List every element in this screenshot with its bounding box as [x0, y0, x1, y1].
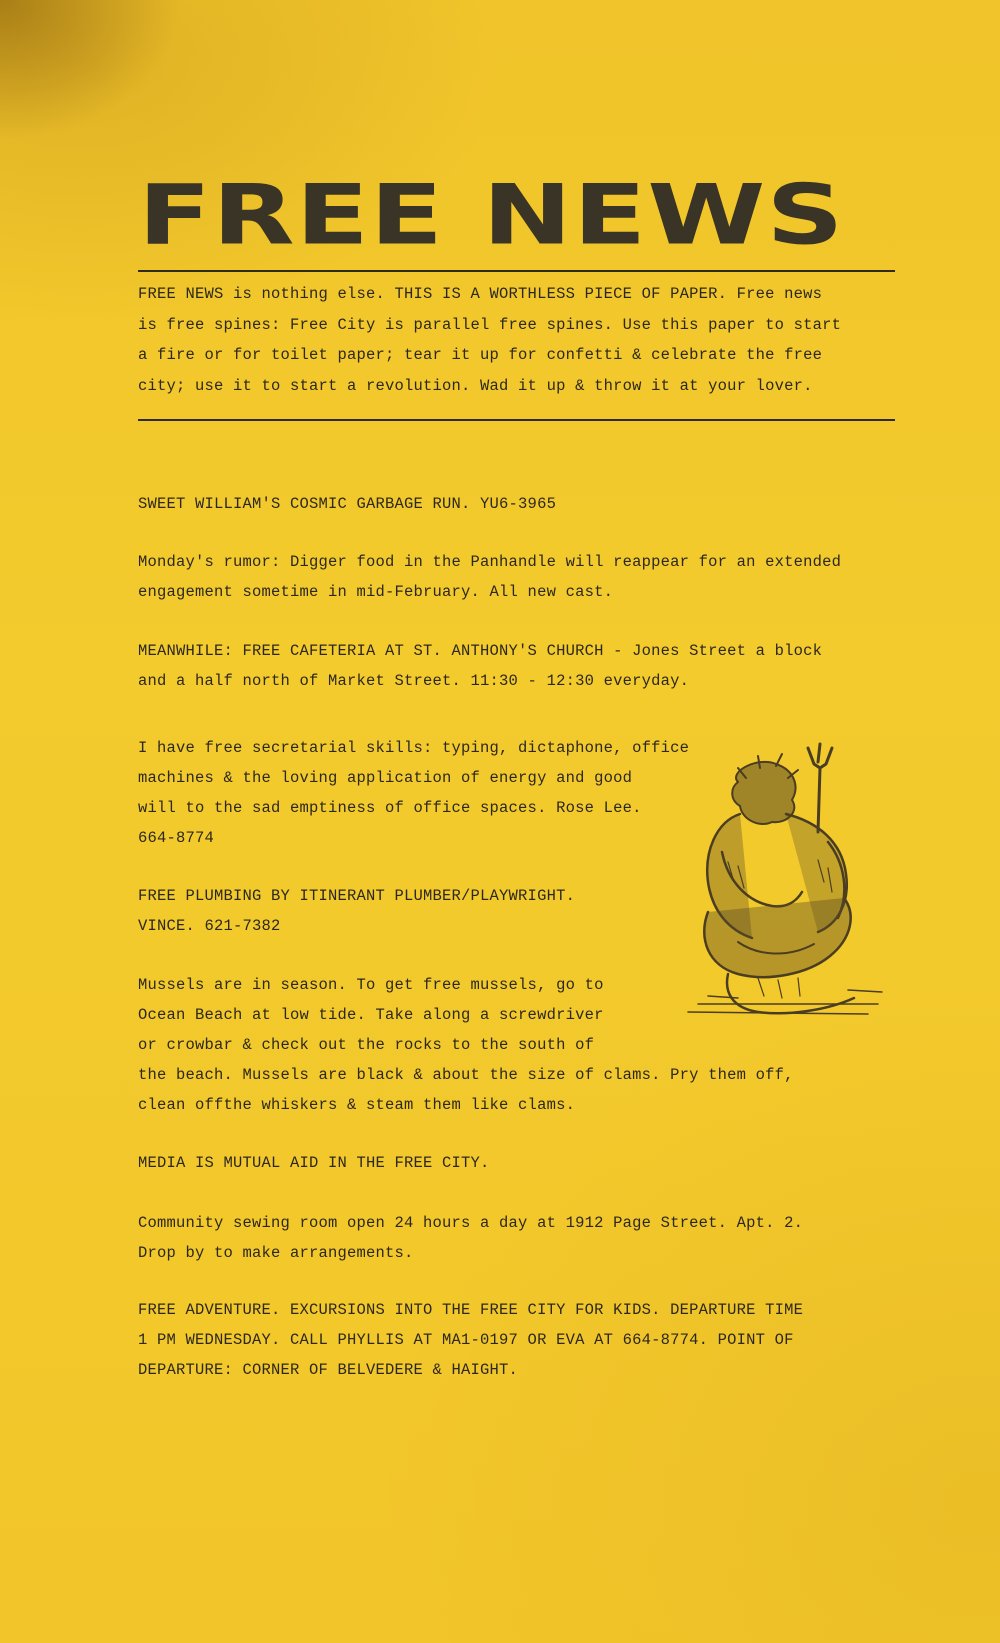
item-free-cafeteria	[138, 636, 822, 696]
item-line: the beach. Mussels are black & about the size of clams. Pry them off,	[138, 1066, 794, 1084]
intro-paragraph	[138, 279, 841, 401]
item-line: Mussels are in season. To get free mussels, go to	[138, 976, 604, 994]
item-mondays-rumor	[138, 547, 841, 607]
item-line: 1 PM WEDNESDAY. CALL PHYLLIS AT MA1-0197 OR EVA AT 664-8774. POINT OF	[138, 1331, 794, 1349]
item-line: Ocean Beach at low tide. Take along a screwdriver	[138, 1006, 604, 1024]
item-secretarial-skills	[138, 733, 689, 853]
item-line: FREE PLUMBING BY ITINERANT PLUMBER/PLAYWRIGHT.	[138, 887, 576, 905]
item-line: 664-8774	[138, 829, 215, 847]
item-line: MEANWHILE: FREE CAFETERIA AT ST. ANTHONY'S CHURCH - Jones Street a block	[138, 642, 823, 660]
item-line: machines & the loving application of energy and good	[138, 769, 633, 787]
item-line: FREE ADVENTURE. EXCURSIONS INTO THE FREE CITY FOR KIDS. DEPARTURE TIME	[138, 1301, 804, 1319]
item-line: will to the sad emptiness of office spaces. Rose Lee.	[138, 799, 642, 817]
item-line: engagement sometime in mid-February. All new cast.	[138, 583, 614, 601]
item-line: MEDIA IS MUTUAL AID IN THE FREE CITY.	[138, 1154, 490, 1172]
intro-line: is free spines: Free City is parallel free spines. Use this paper to start	[138, 315, 842, 334]
item-media-mutual-aid	[138, 1148, 490, 1178]
masthead-title: FREE NEWS	[138, 166, 845, 264]
item-line: VINCE. 621-7382	[138, 917, 281, 935]
item-sewing-room	[138, 1208, 803, 1268]
item-free-adventure	[138, 1295, 803, 1385]
intro-line: FREE NEWS is nothing else. THIS IS A WORTHLESS PIECE OF PAPER. Free news	[138, 285, 823, 303]
item-line: Drop by to make arrangements.	[138, 1244, 414, 1262]
intro-line: a fire or for toilet paper; tear it up for confetti & celebrate the free	[138, 346, 823, 364]
item-line: I have free secretarial skills: typing, dictaphone, office	[138, 739, 690, 757]
item-line: Community sewing room open 24 hours a day at 1912 Page Street. Apt. 2.	[138, 1214, 804, 1232]
item-line: SWEET WILLIAM'S COSMIC GARBAGE RUN. YU6-3965	[138, 495, 557, 513]
item-line: and a half north of Market Street. 11:30 - 12:30 everyday.	[138, 672, 690, 690]
masthead-divider	[138, 270, 895, 272]
intro-divider	[138, 419, 895, 421]
item-line: Monday's rumor: Digger food in the Panhandle will reappear for an extended	[138, 553, 842, 571]
item-line: clean offthe whiskers & steam them like clams.	[138, 1096, 576, 1114]
item-line: or crowbar & check out the rocks to the south of	[138, 1036, 595, 1054]
item-free-plumbing	[138, 881, 575, 941]
intro-line: city; use it to start a revolution. Wad it up & throw it at your lover.	[138, 376, 813, 395]
item-line: DEPARTURE: CORNER OF BELVEDERE & HAIGHT.	[138, 1361, 519, 1379]
horned-figure-illustration	[668, 742, 888, 1022]
item-garbage-run	[138, 489, 556, 519]
